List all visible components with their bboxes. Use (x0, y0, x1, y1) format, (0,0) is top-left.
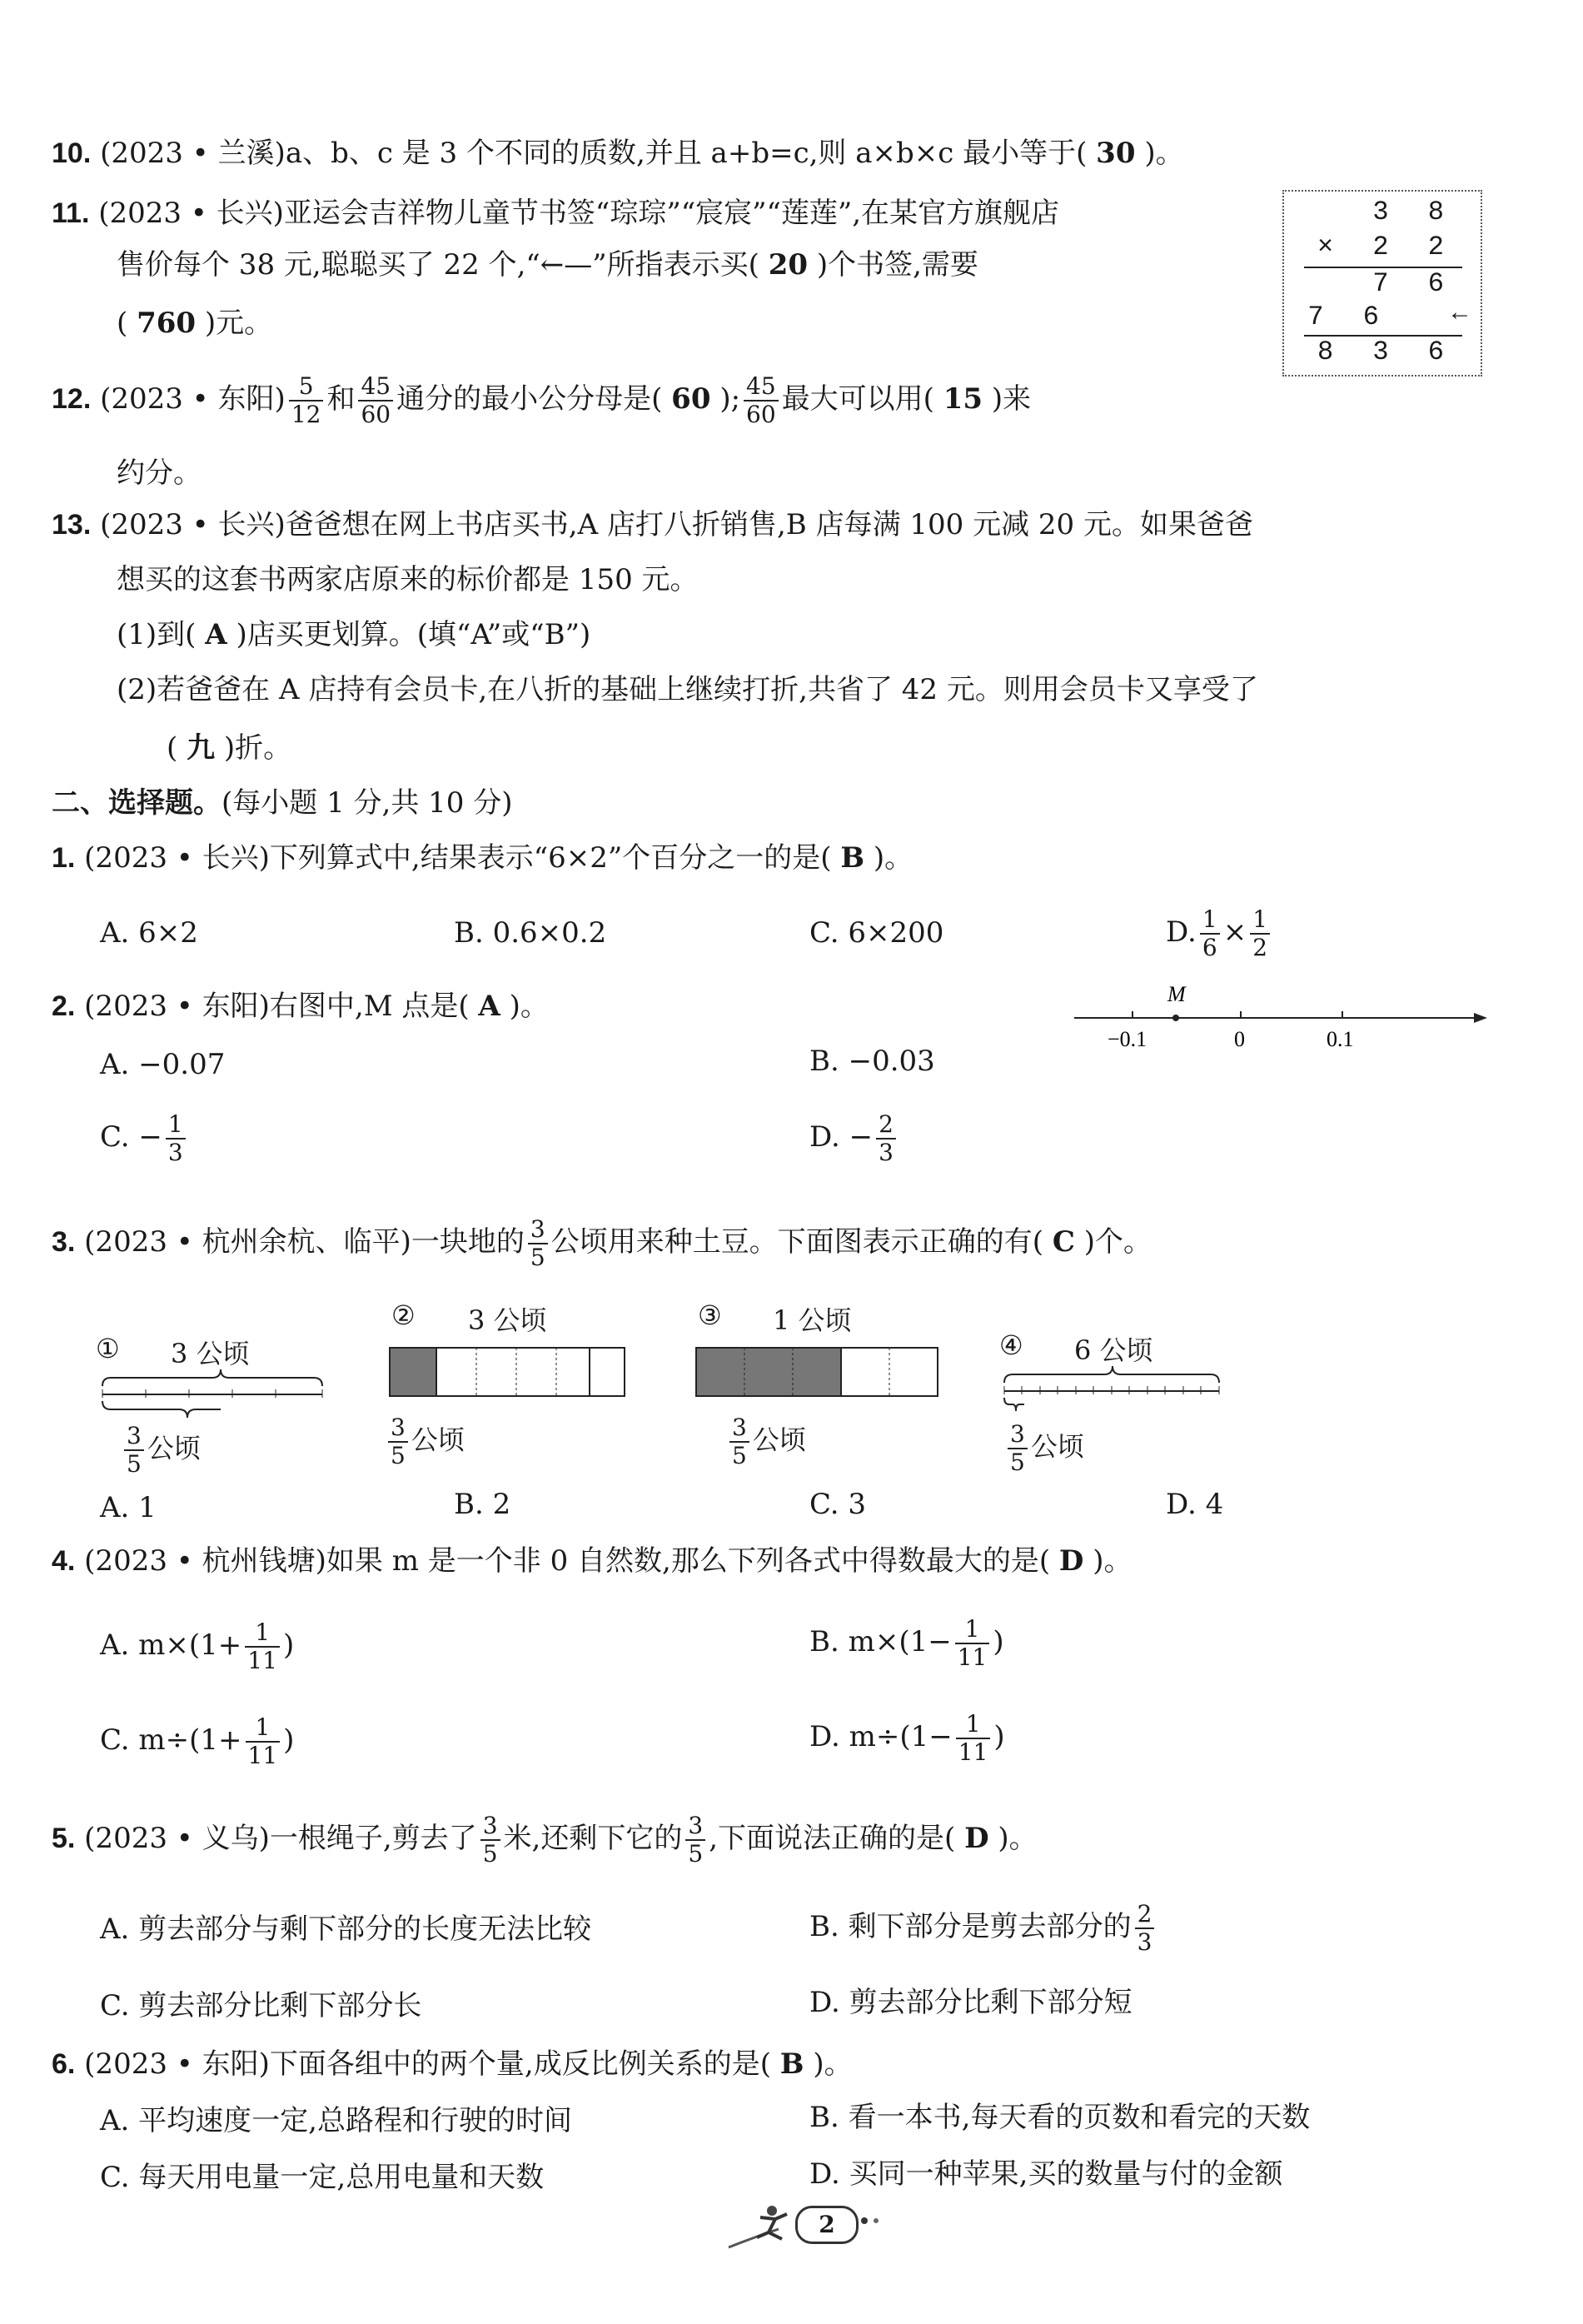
option-d: D. − $\frac{2}{3}$ (809, 1113, 899, 1164)
figure-2: ② 3 公顷 $\frac{3}{5}$ 公顷 (385, 1299, 635, 1466)
option-d: D. 买同一种苹果,买的数量与付的金额 (809, 2157, 1283, 2191)
question-11-line2: 售价每个 38 元,聪聪买了 22 个,“←—”所指表示买( 20 )个书签,需要 (117, 248, 978, 282)
option-d: D. 剪去部分比剩下部分短 (809, 1986, 1132, 2019)
tick-label: 0 (1234, 1027, 1245, 1050)
option-a: A. 剪去部分与剩下部分的长度无法比较 (100, 1913, 592, 1946)
option-b: B. 2 (454, 1488, 511, 1521)
choice-question-1: 1. (2023 • 长兴)下列算式中,结果表示“6×2”个百分之一的是( B )。 (52, 841, 913, 875)
question-12-line1: 12. (2023 • 东阳) $\frac{5}{12}$ 和 $\frac{45}{60}$ 通分的最小公分母是( 60 ); $\frac{45}{60}$ 最大可以用( 15 )来 (52, 372, 1032, 428)
option-c: C. 剪去部分比剩下部分长 (100, 1989, 422, 2022)
fraction: $\frac{5}{12}$ (289, 375, 324, 426)
point-m (1172, 1015, 1179, 1021)
option-b: B. m×(1− $\frac{1}{11}$ ) (809, 1615, 1004, 1671)
question-11-line3: ( 760 )元。 (117, 307, 273, 340)
option-d: D. $\frac{1}{6}$ × $\frac{1}{2}$ (1166, 908, 1273, 960)
multiplication-box: 3 8 × 2 2 7 6 7 6 ← 8 3 6 (1282, 190, 1482, 377)
choice-question-6: 6. (2023 • 东阳)下面各组中的两个量,成反比例关系的是( B )。 (52, 2047, 853, 2081)
arrow-icon: ← (1451, 300, 1467, 328)
choice-question-3: 3. (2023 • 杭州余杭、临平)一块地的 $\frac{3}{5}$ 公顷用来种土豆。下面图表示正确的有( C )个。 (52, 1215, 1152, 1271)
choice-question-2: 2. (2023 • 东阳)右图中,M 点是( A )。 (52, 990, 549, 1023)
label-m: M (1167, 982, 1186, 1006)
question-13-line2: 想买的这套书两家店原来的标价都是 150 元。 (117, 563, 699, 596)
question-12-line2: 约分。 (117, 456, 202, 490)
tick-label: 0.1 (1327, 1027, 1354, 1050)
option-b: B. −0.03 (809, 1045, 935, 1078)
option-d: D. m÷(1− $\frac{1}{11}$ ) (809, 1710, 1005, 1766)
option-d: D. 4 (1166, 1488, 1224, 1521)
tick-label: −0.1 (1108, 1027, 1147, 1050)
option-a: A. 1 (100, 1491, 157, 1524)
choice-question-5: 5. (2023 • 义乌)一根绳子,剪去了 $\frac{3}{5}$ 米,还剩下它的 $\frac{3}{5}$ ,下面说法正确的是( D )。 (52, 1812, 1038, 1868)
answer: 30 (1096, 137, 1136, 170)
choice-question-4: 4. (2023 • 杭州钱塘)如果 m 是一个非 0 自然数,那么下列各式中得数最大的是( D )。 (52, 1544, 1132, 1578)
option-c: C. 每天用电量一定,总用电量和天数 (100, 2161, 545, 2194)
option-c: C. 6×200 (809, 916, 944, 950)
fraction: $\frac{45}{60}$ (358, 375, 393, 426)
figure-4: ④ 6 公顷 $\frac{3}{5}$ 公顷 (999, 1329, 1232, 1463)
option-b: B. 0.6×0.2 (454, 916, 607, 950)
option-c: C. m÷(1+ $\frac{1}{11}$ ) (100, 1713, 295, 1769)
runner-logo-icon (720, 2189, 804, 2256)
option-a: A. m×(1+ $\frac{1}{11}$ ) (100, 1618, 295, 1674)
section-title: 二、选择题。(每小题 1 分,共 10 分) (52, 786, 513, 820)
number-line (1074, 975, 1491, 1050)
option-a: A. 平均速度一定,总路程和行驶的时间 (100, 2104, 572, 2137)
question-13-sub1: (1)到( A )店买更划算。(填“A”或“B”) (117, 618, 591, 651)
option-a: A. 6×2 (100, 916, 198, 950)
option-b: B. 剩下部分是剪去部分的 $\frac{2}{3}$ (809, 1903, 1157, 1954)
option-b: B. 看一本书,每天看的页数和看完的天数 (809, 2101, 1311, 2134)
question-13-sub2: (2)若爸爸在 A 店持有会员卡,在八折的基础上继续打折,共省了 42 元。则用会员卡又享受了 (117, 673, 1258, 706)
page-number: 2 (795, 2206, 859, 2244)
question-11-line1: 11. (2023 • 长兴)亚运会吉祥物儿童节书签“琮琮”“宸宸”“莲莲”,在某官方旗舰店 (52, 197, 1060, 230)
figure-1: ① 3 公顷 $\frac{3}{5}$ 公顷 (96, 1333, 329, 1466)
fraction: $\frac{45}{60}$ (744, 375, 779, 426)
dots-decoration-icon (858, 2212, 891, 2229)
option-a: A. −0.07 (100, 1048, 226, 1081)
figure-3: ③ 1 公顷 $\frac{3}{5}$ 公顷 (693, 1299, 943, 1466)
question-13-sub2-answer: ( 九 )折。 (167, 731, 292, 765)
question-13-line1: 13. (2023 • 长兴)爸爸想在网上书店买书,A 店打八折销售,B 店每满 100 元减 20 元。如果爸爸 (52, 508, 1253, 541)
question-10: 10. (2023 • 兰溪)a、b、c 是 3 个不同的质数,并且 a+b=c,则 a×b×c 最小等于( 30 )。 (52, 137, 1184, 170)
option-c: C. 3 (809, 1488, 867, 1521)
option-c: C. − $\frac{1}{3}$ (100, 1113, 189, 1164)
